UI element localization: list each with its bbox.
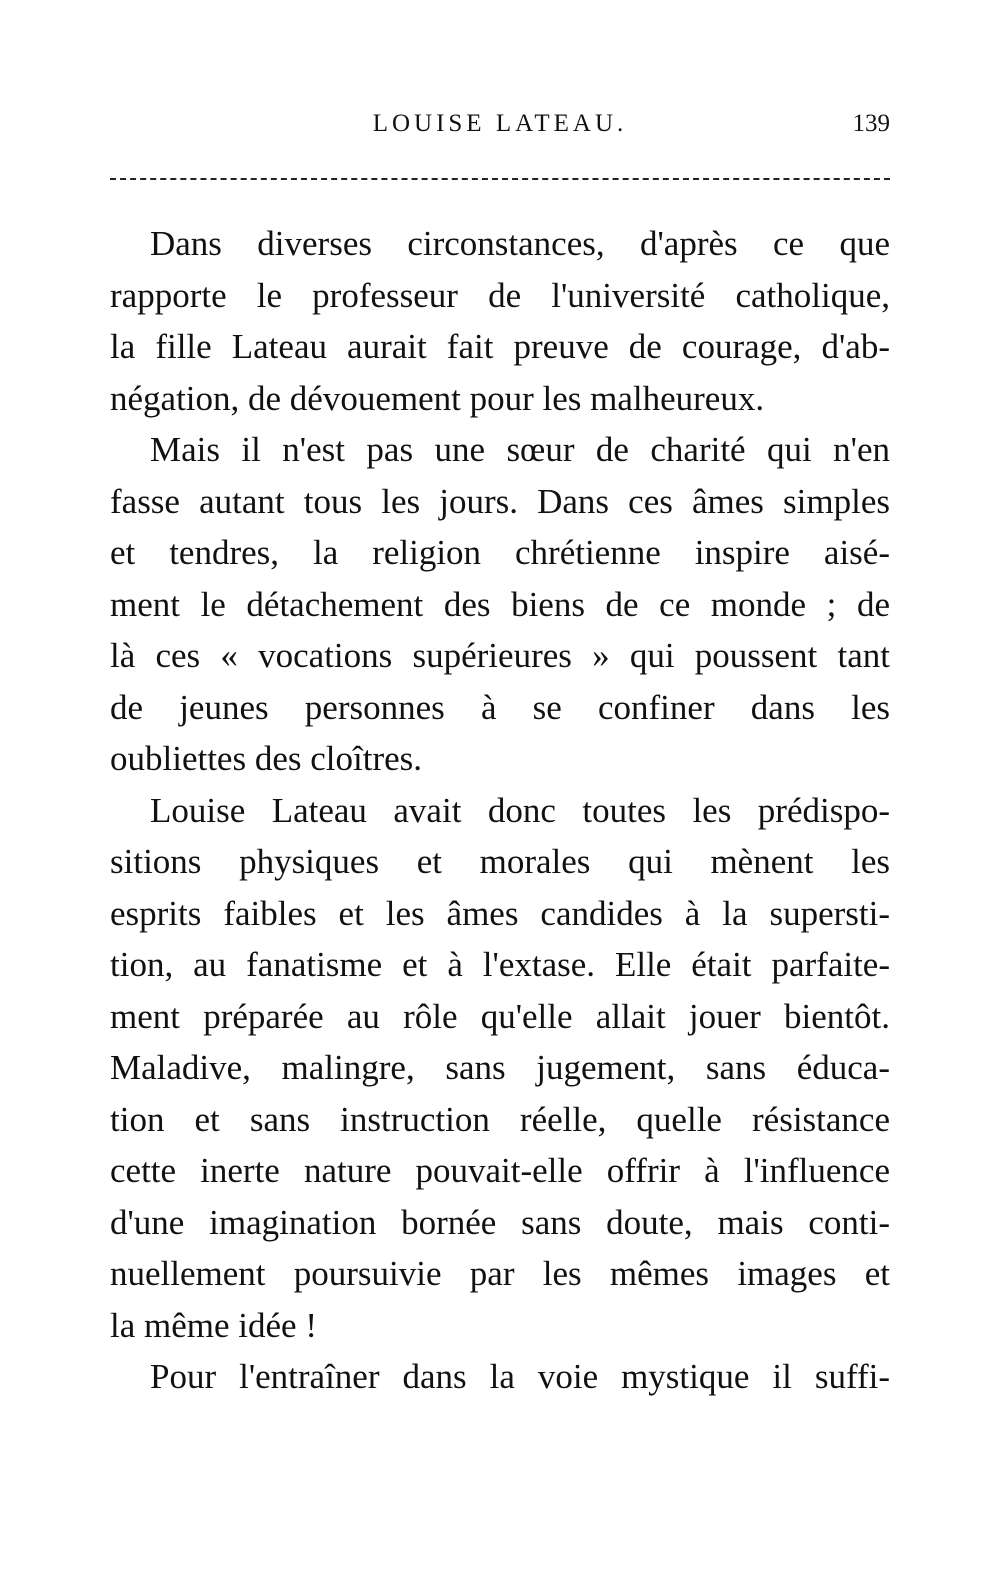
text-line: oubliettes des cloîtres.: [110, 739, 423, 778]
text-line: sitions physiques et morales qui mènent les: [110, 842, 890, 881]
text-line: et tendres, la religion chrétienne inspire aisé-: [110, 533, 890, 572]
running-title: LOUISE LATEAU.: [372, 110, 628, 137]
text-line: Pour l'entraîner dans la voie mystique il suffi-: [150, 1357, 890, 1396]
text-line: tion, au fanatisme et à l'extase. Elle était parfaite-: [110, 945, 890, 984]
paragraph: [110, 785, 890, 1352]
text-line: ment le détachement des biens de ce monde ; de: [110, 584, 890, 624]
text-line: nuellement poursuivie par les mêmes images et: [110, 1254, 890, 1293]
header-rule: [110, 178, 890, 180]
text-line: rapporte le professeur de l'université catholique,: [110, 275, 890, 315]
page-number: 139: [852, 110, 890, 137]
text-line: Mais il n'est pas une sœur de charité qui n'en: [150, 430, 890, 469]
text-line: Dans diverses circonstances, d'après ce que: [150, 224, 890, 263]
text-line: de jeunes personnes à se confiner dans les: [110, 687, 890, 727]
paragraph: [110, 424, 890, 785]
text-line: Louise Lateau avait donc toutes les prédispo-: [150, 790, 890, 830]
text-line: esprits faibles et les âmes candides à la supersti-: [110, 893, 890, 933]
text-line: la même idée !: [110, 1305, 317, 1345]
text-line: Maladive, malingre, sans jugement, sans éduca-: [110, 1048, 890, 1087]
text-line: négation, de dévouement pour les malheureux.: [110, 378, 765, 418]
paragraph: [110, 1351, 890, 1403]
paragraph: [110, 218, 890, 424]
body-text: [110, 218, 890, 1403]
page-header: [110, 104, 890, 144]
text-line: cette inerte nature pouvait-elle offrir à l'influence: [110, 1151, 890, 1190]
text-line: la fille Lateau aurait fait preuve de courage, d'ab-: [110, 327, 890, 366]
text-line: tion et sans instruction réelle, quelle résistance: [110, 1099, 890, 1139]
text-line: ment préparée au rôle qu'elle allait jouer bientôt.: [110, 996, 890, 1036]
text-line: là ces « vocations supérieures » qui poussent tant: [110, 636, 890, 675]
text-line: d'une imagination bornée sans doute, mais conti-: [110, 1202, 890, 1242]
text-line: fasse autant tous les jours. Dans ces âmes simples: [110, 481, 890, 521]
